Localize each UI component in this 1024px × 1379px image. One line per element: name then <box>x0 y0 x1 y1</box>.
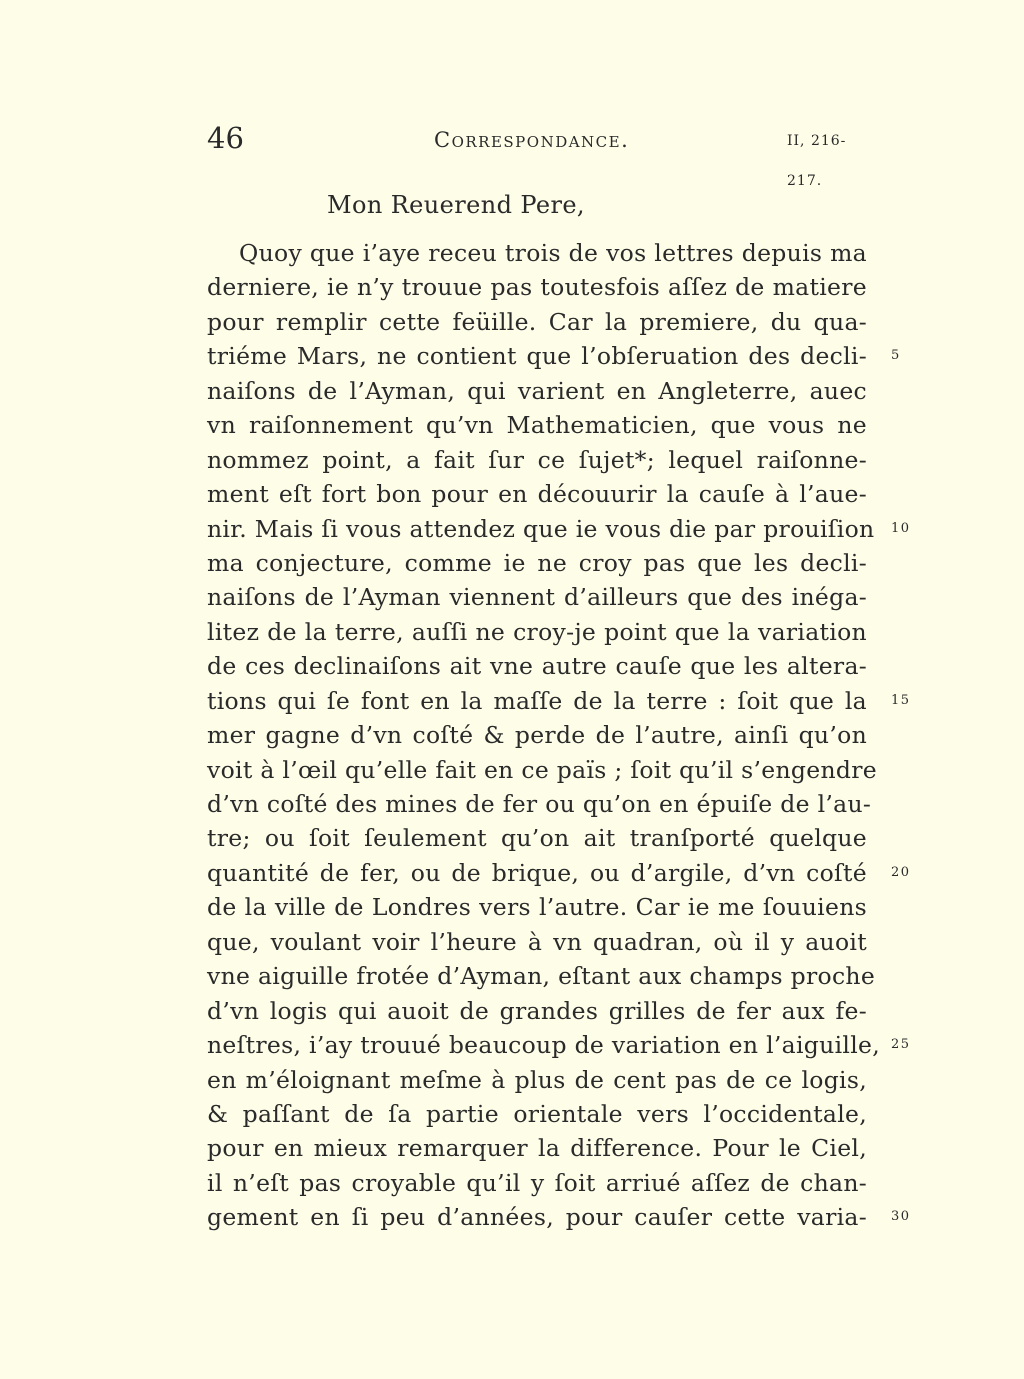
line-text: naiſons de l’Ayman, qui varient en Angleterre, auec <box>207 376 867 405</box>
line-text: tre; ou ſoit ſeulement qu’on ait tranſporté quelque <box>207 824 867 853</box>
text-line <box>207 443 867 477</box>
text-line <box>207 305 867 339</box>
letter-body <box>207 236 911 1235</box>
text-line <box>207 718 867 752</box>
text-line <box>207 1166 867 1200</box>
line-text: ma conjecture, comme ie ne croy pas que les decli- <box>207 548 867 577</box>
text-line <box>207 1097 867 1131</box>
text-line <box>207 1131 867 1165</box>
line-text: mer gagne d’vn coſté & perde de l’autre, ainſi qu’on <box>207 721 867 750</box>
text-line <box>207 684 911 718</box>
text-line <box>207 856 911 890</box>
text-line <box>207 408 867 442</box>
line-number: 10 <box>891 520 911 536</box>
line-number: 5 <box>891 348 901 364</box>
line-number: 25 <box>891 1037 911 1053</box>
line-number: 15 <box>891 692 911 708</box>
running-title: Correspondance. <box>434 128 630 152</box>
page-number: 46 <box>207 121 244 155</box>
text-line <box>207 753 877 787</box>
text-line <box>207 512 911 546</box>
line-text: derniere, ie n’y trouue pas toutesfois aſſez de matiere <box>207 273 867 302</box>
line-text: ment eſt fort bon pour en découurir la cauſe à l’aue- <box>207 480 867 509</box>
text-line <box>207 580 867 614</box>
line-text: pour en mieux remarquer la difference. Pour le Ciel, <box>207 1134 867 1163</box>
text-line <box>207 477 867 511</box>
line-number: 30 <box>891 1209 911 1225</box>
line-text: de ces declinaiſons ait vne autre cauſe que les altera- <box>207 652 867 681</box>
text-line <box>207 546 867 580</box>
text-line <box>207 994 867 1028</box>
text-line <box>207 959 876 993</box>
line-text: naiſons de l’Ayman viennent d’ailleurs que des inéga- <box>207 583 867 612</box>
line-text: Quoy que i’aye receu trois de vos lettres depuis ma <box>239 239 867 267</box>
line-number: 20 <box>891 864 911 880</box>
text-line <box>207 1200 911 1234</box>
running-head <box>207 118 867 189</box>
line-text: litez de la terre, auſſi ne croy-je point que la variation <box>207 617 867 646</box>
line-text: quantité de fer, ou de brique, ou d’argile, d’vn coſté <box>207 858 867 887</box>
text-line <box>207 339 901 373</box>
volume-page-reference: II, 216-217. <box>787 133 847 189</box>
text-line <box>207 890 867 924</box>
text-line <box>207 1028 911 1062</box>
text-line <box>207 374 867 408</box>
line-text: que, voulant voir l’heure à vn quadran, où il y auoit <box>207 927 867 956</box>
line-text: d’vn coſté des mines de fer ou qu’on en épuiſe de l’au- <box>207 790 872 818</box>
text-line <box>207 270 867 304</box>
line-text: il n’eſt pas croyable qu’il y ſoit arriué aſſez de chan- <box>207 1168 867 1197</box>
text-line <box>207 236 867 270</box>
text-line <box>207 821 867 855</box>
line-text: vn raiſonnement qu’vn Mathematicien, que vous ne <box>207 411 867 440</box>
line-text: gement en ſi peu d’années, pour cauſer cette varia- <box>207 1203 867 1232</box>
line-text: & paſſant de ſa partie orientale vers l’occidentale, <box>207 1099 867 1128</box>
line-text: pour remplir cette feüille. Car la premiere, du qua- <box>207 307 867 336</box>
text-line <box>207 615 867 649</box>
line-text: voit à l’œil qu’elle fait en ce païs ; ſoit qu’il s’engendre <box>207 755 877 784</box>
text-line <box>207 649 867 683</box>
line-text: neſtres, i’ay trouué beaucoup de variation en l’aiguille, <box>207 1031 880 1060</box>
line-text: d’vn logis qui auoit de grandes grilles de fer aux fe- <box>207 996 867 1025</box>
line-text: vne aiguille frotée d’Ayman, eſtant aux champs proche <box>207 962 876 991</box>
line-text: nir. Mais ſi vous attendez que ie vous die par prouiſion <box>207 514 875 543</box>
line-text: triéme Mars, ne contient que l’obſeruation des decli- <box>207 342 867 371</box>
line-text: de la ville de Londres vers l’autre. Car ie me ſouuiens <box>207 893 867 922</box>
text-line <box>207 787 872 821</box>
line-text: en m’éloignant meſme à plus de cent pas de ce logis, <box>207 1065 867 1094</box>
line-text: tions qui ſe font en la maſſe de la terre : ſoit que la <box>207 686 867 715</box>
text-line <box>207 925 867 959</box>
text-line <box>207 1063 867 1097</box>
salutation: Mon Reuerend Pere, <box>327 191 585 219</box>
line-text: nommez point, a fait ſur ce ſujet*; lequel raiſonne- <box>207 445 867 474</box>
